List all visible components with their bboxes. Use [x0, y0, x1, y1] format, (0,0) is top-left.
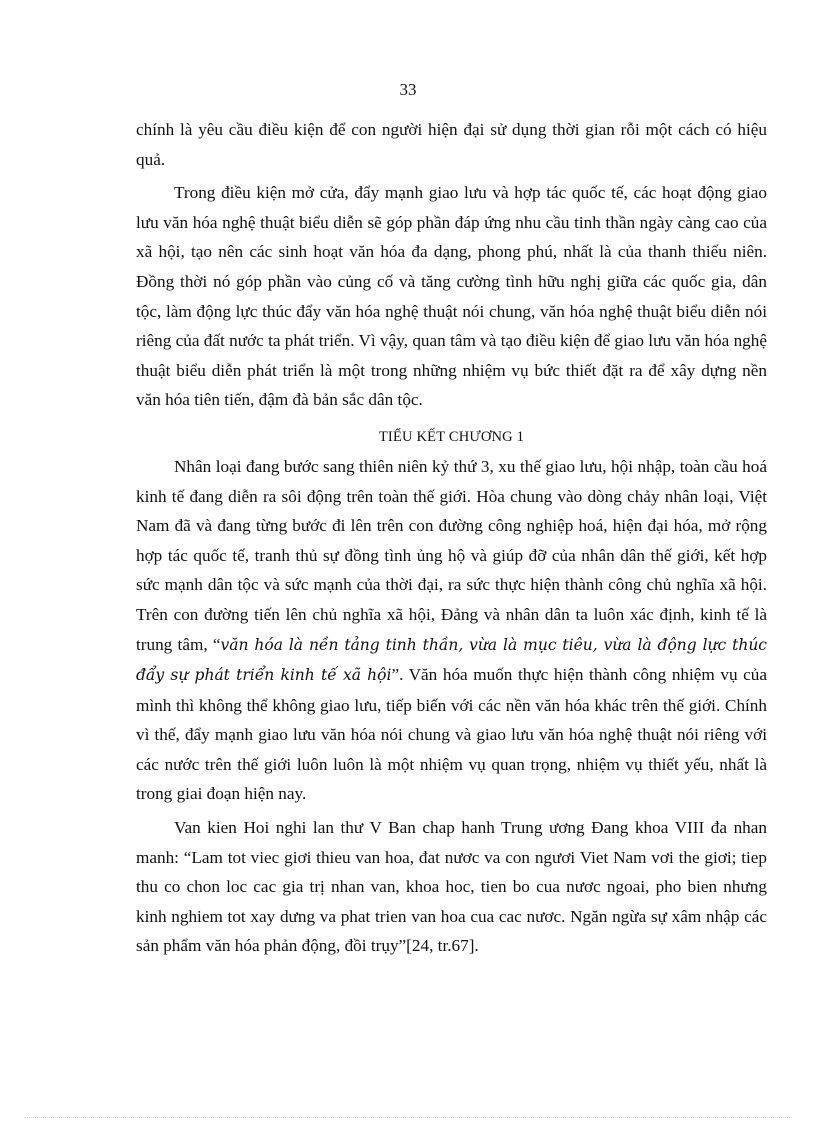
- section-heading: TIỂU KẾT CHƯƠNG 1: [378, 428, 525, 445]
- summary-italic-quote: văn hóa là nền tảng tinh thần, vừa là mục tiêu, vừa là động lực thúc đẩy sự phát triển kinh tế xã hội: [136, 635, 767, 685]
- paragraph-continuation: chính là yêu cầu điều kiện để con người hiện đại sử dụng thời gian rỗi một cách có hiệu quả.: [136, 120, 767, 169]
- summary-text-before-quote: Nhân loại đang bước sang thiên niên kỷ thứ 3, xu thế giao lưu, hội nhập, toàn cầu hoá kinh tế đang diễn ra sôi động trên toàn thế giới. Hòa chung vào dòng chảy nhân loại, Việt Nam đã và đang từng bước đi lên trên con đường công nghiệp hoá, hiện đại hóa, mở rộng hợp tác quốc tế, tranh thủ sự đồng tình ủng hộ và giúp đỡ của nhân dân thế giới, kết hợp sức mạnh dân tộc và sức mạnh của thời đại, ra sức thực hiện thành công chủ nghĩa xã hội. Trên con đường tiến lên chủ nghĩa xã hội, Đảng và nhân dân ta luôn xác định, kinh tế là trung tâm, “: [136, 456, 767, 654]
- page-number: 33: [399, 80, 417, 99]
- document-body: [136, 115, 767, 961]
- page-bottom-dotted-rule: [24, 1117, 792, 1118]
- paragraph-summary: [136, 452, 767, 809]
- summary-text-after-quote: ”. Văn hóa muốn thực hiện thành công nhiệm vụ của mình thì không thể không giao lưu, tiếp biến với các nền văn hóa khác trên thế giới. Chính vì thế, đẩy mạnh giao lưu văn hóa nói chung và giao lưu văn hóa nghệ thuật nói riêng với các nước trên thế giới luôn luôn là một nhiệm vụ quan trọng, nhiệm vụ thiết yếu, nhất là trong giai đoạn hiện nay.: [136, 665, 767, 804]
- paragraph-party-resolution: Van kien Hoi nghi lan thư V Ban chap hanh Trung ương Đang khoa VIII đa nhan manh: “Lam tot viec giơi thieu van hoa, đat nươc va con ngươi Viet Nam vơi the giơi; tiep thu co chon loc cac gia trị nhan van, khoa hoc, tien bo cua nươc ngoai, pho bien nhưng kinh nghiem tot xay dưng va phat trien van hoa cua cac nươc. Ngăn ngừa sự xâm nhập các sản phẩm văn hóa phản động, đồi trụy”[24, tr.67].: [136, 818, 767, 956]
- paragraph-cultural-exchange: Trong điều kiện mở cửa, đẩy mạnh giao lưu và hợp tác quốc tế, các hoạt động giao lưu văn hóa nghệ thuật biểu diễn sẽ góp phần đáp ứng nhu cầu tinh thần ngày càng cao của xã hội, tạo nên các sinh hoạt văn hóa đa dạng, phong phú, nhất là của thanh thiếu niên. Đồng thời nó góp phần vào củng cố và tăng cường tình hữu nghị giữa các quốc gia, dân tộc, làm động lực thúc đẩy văn hóa nghệ thuật nói chung, văn hóa nghệ thuật biểu diễn nói riêng của đất nước ta phát triển. Vì vậy, quan tâm và tạo điều kiện để giao lưu văn hóa nghệ thuật biểu diễn phát triển là một trong những nhiệm vụ bức thiết đặt ra để xây dựng nền văn hóa tiên tiến, đậm đà bản sắc dân tộc.: [136, 183, 767, 410]
